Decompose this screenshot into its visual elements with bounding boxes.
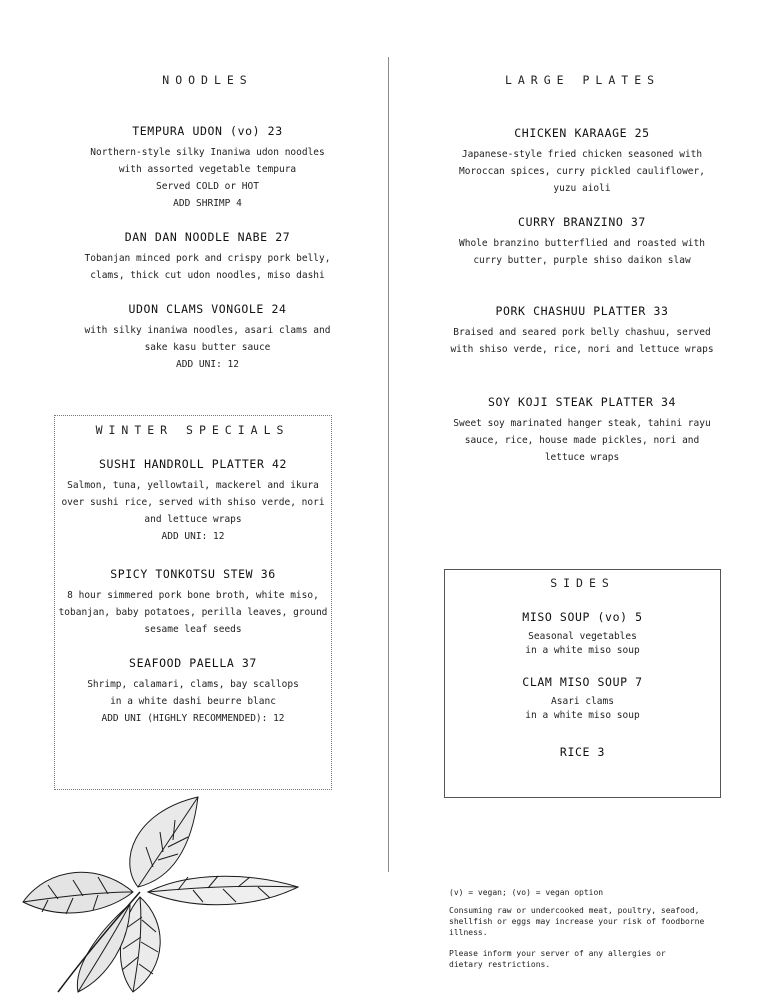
sides-heading: SIDES <box>550 576 615 590</box>
item-description: in a white miso soup <box>525 645 640 656</box>
item-description: clams, thick cut udon noodles, miso dashi <box>90 270 325 281</box>
item-description: yuzu aioli <box>553 183 611 194</box>
warning-line: illness. <box>449 928 488 937</box>
food-safety-warning <box>449 905 749 938</box>
item-description: sauce, rice, house made pickles, nori and <box>464 435 700 446</box>
allergy-line: dietary restrictions. <box>449 960 551 969</box>
item-addon: ADD UNI: 12 <box>176 359 239 370</box>
menu-item-rice <box>445 745 720 765</box>
item-description: with silky inaniwa noodles, asari clams and <box>84 325 331 336</box>
item-description: Tobanjan minced pork and crispy pork belly, <box>84 253 331 264</box>
column-divider <box>388 57 389 872</box>
item-title: SEAFOOD PAELLA 37 <box>129 656 257 670</box>
item-description: Sweet soy marinated hanger steak, tahini rayu <box>453 418 711 429</box>
item-description: with assorted vegetable tempura <box>118 164 297 175</box>
item-description: and lettuce wraps <box>144 514 242 525</box>
item-title: UDON CLAMS VONGOLE 24 <box>128 302 287 316</box>
menu-item-pork-chashuu <box>432 304 732 358</box>
item-description: sake kasu butter sauce <box>144 342 271 353</box>
item-description: curry butter, purple shiso daikon slaw <box>473 255 691 266</box>
menu-item-udon-clams-vongole <box>55 302 360 373</box>
allergy-line: Please inform your server of any allergies or <box>449 949 666 958</box>
item-title: DAN DAN NOODLE NABE 27 <box>124 230 291 244</box>
leaf-illustration-icon <box>18 792 303 997</box>
warning-line: shellfish or eggs may increase your risk of foodborne <box>449 917 705 926</box>
noodles-heading: NOODLES <box>162 73 253 87</box>
large-plates-heading: LARGE PLATES <box>504 73 661 87</box>
allergy-notice <box>449 948 749 970</box>
menu-item-soy-koji-steak <box>432 395 732 466</box>
warning-line: Consuming raw or undercooked meat, poultry, seafood, <box>449 906 700 915</box>
item-description: Shrimp, calamari, clams, bay scallops <box>87 679 299 690</box>
menu-item-chicken-karaage <box>432 126 732 197</box>
item-description: sesame leaf seeds <box>144 624 242 635</box>
item-description: Braised and seared pork belly chashuu, served <box>453 327 711 338</box>
item-description: in a white miso soup <box>525 710 640 721</box>
menu-item-spicy-tonkotsu <box>55 567 331 638</box>
item-description: 8 hour simmered pork bone broth, white miso, <box>67 590 319 601</box>
item-description: Whole branzino butterflied and roasted with <box>459 238 705 249</box>
winter-specials-heading: WINTER SPECIALS <box>95 423 290 437</box>
item-addon: ADD UNI: 12 <box>161 531 225 542</box>
item-title: CURRY BRANZINO 37 <box>518 215 646 229</box>
item-title: SPICY TONKOTSU STEW 36 <box>110 567 276 581</box>
item-description: in a white dashi beurre blanc <box>110 696 276 707</box>
menu-item-tempura-udon <box>55 124 360 212</box>
menu-item-miso-soup <box>445 610 720 658</box>
menu-item-clam-miso-soup <box>445 675 720 723</box>
item-description: Served COLD or HOT <box>156 181 259 192</box>
vegan-legend: (v) = vegan; (vo) = vegan option <box>449 888 604 897</box>
item-title: PORK CHASHUU PLATTER 33 <box>495 304 669 318</box>
item-description: Salmon, tuna, yellowtail, mackerel and ikura <box>67 480 319 491</box>
menu-item-sushi-handroll <box>55 457 331 545</box>
item-title: CHICKEN KARAAGE 25 <box>514 126 650 140</box>
item-description: with shiso verde, rice, nori and lettuce wraps <box>450 344 714 355</box>
item-title: MISO SOUP (vo) 5 <box>522 610 643 624</box>
menu-item-seafood-paella <box>55 656 331 727</box>
item-description: Northern-style silky Inaniwa udon noodles <box>90 147 325 158</box>
item-description: Asari clams <box>551 696 614 707</box>
item-description: lettuce wraps <box>544 452 620 463</box>
item-title: SOY KOJI STEAK PLATTER 34 <box>487 395 677 409</box>
menu-item-curry-branzino <box>432 215 732 269</box>
item-addon: ADD UNI (HIGHLY RECOMMENDED): 12 <box>101 713 285 724</box>
item-title: RICE 3 <box>559 745 606 759</box>
item-description: over sushi rice, served with shiso verde, nori <box>61 497 325 508</box>
item-description: Japanese-style fried chicken seasoned with <box>461 149 703 160</box>
item-addon: ADD SHRIMP 4 <box>173 198 242 209</box>
item-description: Moroccan spices, curry pickled cauliflower, <box>459 166 705 177</box>
item-title: SUSHI HANDROLL PLATTER 42 <box>98 457 288 471</box>
item-description: tobanjan, baby potatoes, perilla leaves, ground <box>58 607 328 618</box>
item-title: CLAM MISO SOUP 7 <box>522 675 643 689</box>
menu-item-dan-dan-noodle <box>55 230 360 284</box>
item-title: TEMPURA UDON (vo) 23 <box>132 124 283 138</box>
item-description: Seasonal vegetables <box>528 631 637 642</box>
